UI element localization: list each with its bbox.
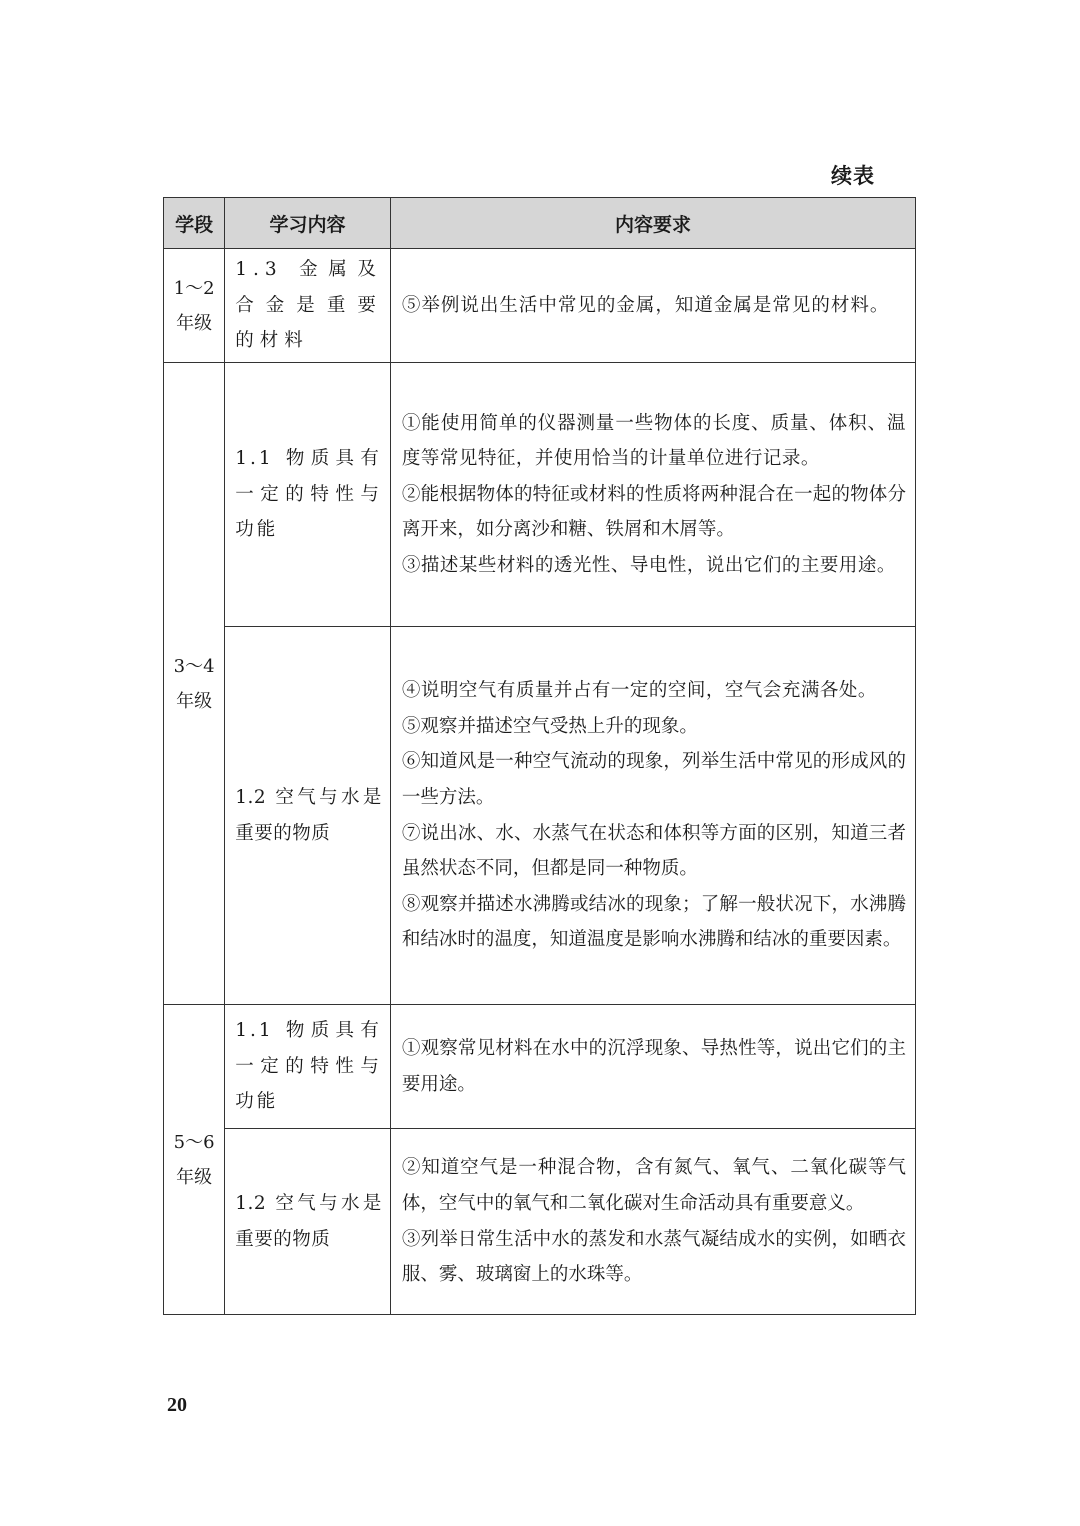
requirements-cell bbox=[390, 363, 915, 627]
requirement-item: ①能使用简单的仪器测量一些物体的长度、质量、体积、温度等常见特征，并使用恰当的计量单位进行记录。 bbox=[401, 412, 906, 470]
stage-grade-label: 年级 bbox=[176, 312, 213, 334]
requirements-cell bbox=[390, 249, 915, 363]
stage-grade-label: 年级 bbox=[176, 690, 213, 712]
topic-cell: 1.1 物质具有一定的特性与功能 bbox=[225, 363, 391, 627]
curriculum-table bbox=[163, 197, 916, 1315]
requirements-cell bbox=[390, 627, 915, 1005]
topic-cell: 1.1 物质具有一定的特性与功能 bbox=[225, 1005, 391, 1129]
requirement-item: ⑤观察并描述空气受热上升的现象。 bbox=[401, 715, 698, 737]
topic-cell: 1.2 空气与水是重要的物质 bbox=[225, 1129, 391, 1315]
requirements-cell bbox=[390, 1129, 915, 1315]
continued-table-label: 续表 bbox=[831, 164, 875, 188]
stage-grade-label: 年级 bbox=[176, 1166, 213, 1188]
header-requirements: 内容要求 bbox=[390, 198, 915, 249]
requirement-item: ③列举日常生活中水的蒸发和水蒸气凝结成水的实例，如晒衣服、雾、玻璃窗上的水珠等。 bbox=[401, 1228, 906, 1286]
requirement-item: ⑦说出冰、水、水蒸气在状态和体积等方面的区别，知道三者虽然状态不同，但都是同一种物质。 bbox=[401, 822, 906, 880]
table-row bbox=[164, 249, 916, 363]
requirement-item: ④说明空气有质量并占有一定的空间，空气会充满各处。 bbox=[401, 680, 877, 702]
requirement-item: ②能根据物体的特征或材料的性质将两种混合在一起的物体分离开来，如分离沙和糖、铁屑和木屑等。 bbox=[401, 483, 906, 541]
requirement-item: ⑥知道风是一种空气流动的现象，列举生活中常见的形成风的一些方法。 bbox=[401, 751, 906, 808]
requirements-cell bbox=[390, 1005, 915, 1129]
table-row bbox=[164, 1005, 916, 1129]
topic-cell: 1.3 金属及合金是重要的材料 bbox=[225, 249, 391, 363]
header-content: 学习内容 bbox=[225, 198, 391, 249]
stage-cell-grade-5-6 bbox=[164, 1005, 225, 1315]
stage-range: 1～2 bbox=[173, 277, 215, 299]
stage-range: 5～6 bbox=[173, 1131, 215, 1153]
stage-range: 3～4 bbox=[173, 655, 215, 677]
requirement-item: ⑤举例说出生活中常见的金属，知道金属是常见的材料。 bbox=[401, 294, 890, 316]
stage-cell-grade-1-2 bbox=[164, 249, 225, 363]
requirement-item: ⑧观察并描述水沸腾或结冰的现象；了解一般状况下，水沸腾和结冰时的温度，知道温度是影响水沸腾和结冰的重要因素。 bbox=[401, 893, 906, 951]
table-row bbox=[164, 627, 916, 1005]
stage-cell-grade-3-4 bbox=[164, 363, 225, 1005]
requirement-item: ③描述某些材料的透光性、导电性，说出它们的主要用途。 bbox=[401, 554, 896, 576]
requirement-item: ①观察常见材料在水中的沉浮现象、导热性等，说出它们的主要用途。 bbox=[401, 1037, 906, 1095]
topic-cell: 1.2 空气与水是重要的物质 bbox=[225, 627, 391, 1005]
requirement-item: ②知道空气是一种混合物，含有氮气、氧气、二氧化碳等气体，空气中的氧气和二氧化碳对生命活动具有重要意义。 bbox=[401, 1157, 906, 1214]
table-row bbox=[164, 1129, 916, 1315]
table-row bbox=[164, 363, 916, 627]
header-stage: 学段 bbox=[164, 198, 225, 249]
table-header-row bbox=[164, 198, 916, 249]
page-number: 20 bbox=[167, 1394, 187, 1416]
